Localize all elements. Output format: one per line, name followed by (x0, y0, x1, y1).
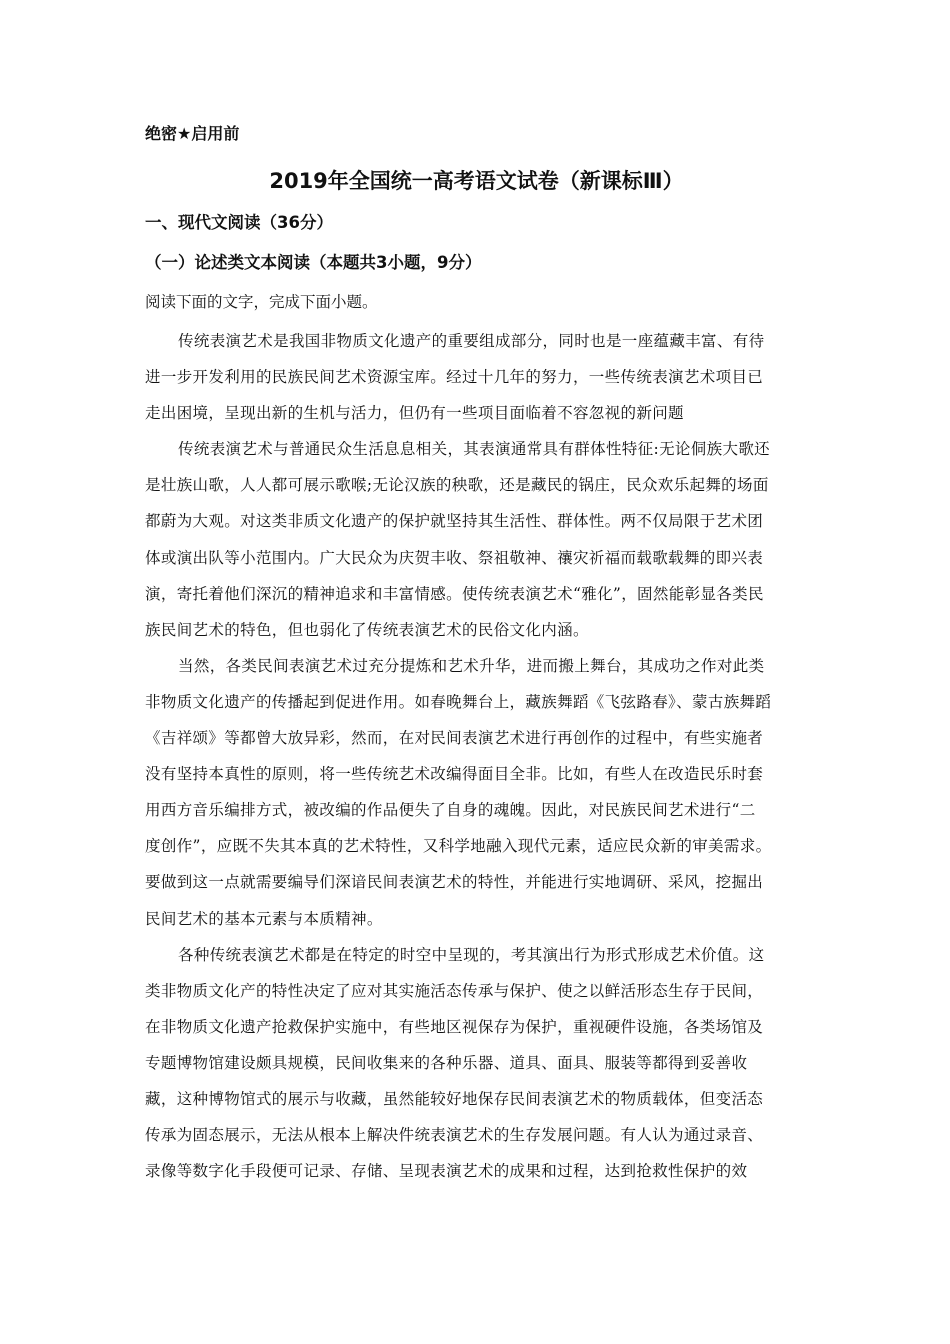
passage-line: 传承为固态展示，无法从根本上解决件统表演艺术的生存发展问题。有人认为通过录音、 (145, 1126, 764, 1145)
passage-line: 录像等数字化手段便可记录、存储、呈现表演艺术的成果和过程，达到抢救性保护的效 (145, 1162, 748, 1181)
passage-line: 用西方音乐编排方式，被改编的作品便失了自身的魂魄。因此，对民族民间艺术进行“二 (145, 801, 756, 820)
passage-line: 传统表演艺术是我国非物质文化遗产的重要组成部分，同时也是一座蕴藏丰富、有待 (178, 332, 765, 350)
passage-line: 民间艺术的基本元素与本质精神。 (145, 909, 383, 928)
exam-title: 2019年全国统一高考语文试卷（新课标Ⅲ） (269, 169, 684, 193)
passage-line: 非物质文化遗产的传播起到促进作用。如春晚舞台上，藏族舞蹈《飞弦路春》、蒙古族舞蹈 (145, 692, 772, 711)
confidential-label: 绝密★启用前 (145, 124, 240, 143)
passage-line: 在非物质文化遗产抢救保护实施中，有些地区视保存为保护，重视硬件设施，各类场馆及 (145, 1017, 764, 1036)
passage-line: 走出困境，呈现出新的生机与活力，但仍有一些项目面临着不容忽视的新问题 (145, 404, 684, 423)
passage-line: 都蔚为大观。对这类非质文化遗产的保护就坚持其生活性、群体性。两不仅局限于艺术团 (145, 512, 764, 531)
passage-body (145, 323, 808, 1189)
passage-line: 进一步开发利用的民族民间艺术资源宝库。经过十几年的努力，一些传统表演艺术项目已 (145, 368, 764, 387)
passage-line: 演，寄托着他们深沉的精神追求和丰富情感。使传统表演艺术“雅化”，固然能彰显各类民 (145, 584, 764, 603)
passage-line: 度创作”，应既不失其本真的艺术特性，又科学地融入现代元素，适应民众新的审美需求。 (145, 837, 772, 856)
passage-line: 是壮族山歌，人人都可展示歌喉;无论汉族的秧歌，还是藏民的锅庄，民众欢乐起舞的场面 (145, 476, 769, 495)
passage-line: 没有坚持本真性的原则，将一些传统艺术改编得面目全非。比如，有些人在改造民乐时套 (145, 765, 764, 784)
passage-line: 《吉祥颂》等都曾大放异彩，然而，在对民间表演艺术进行再创作的过程中，有些实施者 (145, 729, 764, 748)
passage-line: 藏，这种博物馆式的展示与收藏，虽然能较好地保存民间表演艺术的物质载体，但变活态 (145, 1089, 764, 1108)
passage-line: 要做到这一点就需要编导们深谙民间表演艺术的特性，并能进行实地调研、采风，挖掘出 (145, 873, 764, 892)
passage-line: 当然，各类民间表演艺术过充分提炼和艺术升华，进而搬上舞台，其成功之作对此类 (178, 656, 765, 675)
passage-line: 族民间艺术的特色，但也弱化了传统表演艺术的民俗文化内涵。 (145, 620, 589, 639)
passage-line: 体或演出队等小范围内。广大民众为庆贺丰收、祭祖敬神、禳灾祈福而载歌载舞的即兴表 (145, 548, 764, 567)
section-heading: 一、现代文阅读（36分） (145, 213, 333, 232)
passage-line: 类非物质文化产的特性决定了应对其实施活态传承与保护、使之以鲜活形态生存于民间， (145, 981, 764, 1000)
passage-line: 各种传统表演艺术都是在特定的时空中呈现的，考其演出行为形式形成艺术价值。这 (178, 945, 765, 964)
subsection-heading: （一）论述类文本阅读（本题共3小题，9分） (145, 253, 482, 272)
reading-instruction: 阅读下面的文字，完成下面小题。 (145, 293, 378, 311)
passage-line: 专题博物馆建设颇具规模，民间收集来的各种乐器、道具、面具、服装等都得到妥善收 (145, 1053, 748, 1072)
passage-line: 传统表演艺术与普通民众生活息息相关，其表演通常具有群体性特征:无论侗族大歌还 (178, 440, 771, 459)
